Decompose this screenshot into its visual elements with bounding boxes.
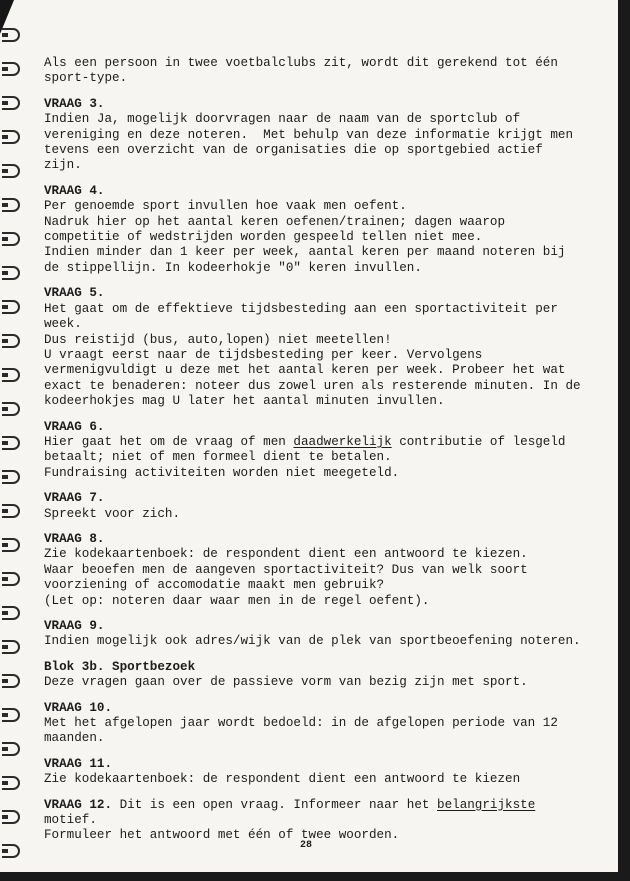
binding-ring bbox=[2, 538, 20, 552]
text-line: Indien mogelijk ook adres/wijk van de plek van sportbeoefening noteren. bbox=[44, 634, 581, 649]
text-line: competitie of wedstrijden worden gespeeld tellen niet mee. bbox=[44, 230, 483, 245]
text-line: Formuleer het antwoord met één of twee woorden. bbox=[44, 828, 400, 843]
text-line: sport-type. bbox=[44, 71, 128, 86]
binding-ring bbox=[2, 130, 20, 144]
section-vraag-8 bbox=[44, 532, 584, 609]
text-line: maanden. bbox=[44, 731, 105, 746]
binding-ring bbox=[2, 164, 20, 178]
binding-ring bbox=[2, 640, 20, 654]
binding-ring bbox=[2, 776, 20, 790]
section-vraag-9 bbox=[44, 619, 584, 650]
binding-ring bbox=[2, 844, 20, 858]
section-heading: VRAAG 10. bbox=[44, 700, 113, 715]
binding-ring bbox=[2, 402, 20, 416]
section-heading: Blok 3b. Sportbezoek bbox=[44, 659, 196, 674]
section-vraag-10 bbox=[44, 701, 584, 747]
text-line: U vraagt eerst naar de tijdsbesteding per keer. Vervolgens bbox=[44, 347, 483, 362]
text-line: Indien Ja, mogelijk doorvragen naar de naam van de sportclub of bbox=[44, 112, 521, 127]
section-heading: VRAAG 4. bbox=[44, 183, 105, 198]
section-heading: VRAAG 9. bbox=[44, 619, 105, 633]
text-line bbox=[44, 435, 584, 450]
text-line: vermenigvuldigt u deze met het aantal keren per week. Probeer het wat bbox=[44, 363, 566, 378]
binding-ring bbox=[2, 62, 20, 76]
section-heading: VRAAG 8. bbox=[44, 531, 105, 546]
text-line: week. bbox=[44, 317, 82, 332]
text-line: Spreekt voor zich. bbox=[44, 506, 181, 521]
emphasis-underlined: daadwerkelijk bbox=[293, 434, 392, 449]
text-line: de stippellijn. In kodeerhokje "0" keren invullen. bbox=[44, 260, 422, 275]
binding-ring bbox=[2, 198, 20, 212]
binding-ring bbox=[2, 96, 20, 110]
section-vraag-3 bbox=[44, 97, 584, 174]
binding-ring bbox=[2, 674, 20, 688]
text-line: Indien minder dan 1 keer per week, aantal keren per maand noteren bij bbox=[44, 245, 566, 260]
section-vraag-4 bbox=[44, 184, 584, 276]
binding-ring bbox=[2, 504, 20, 518]
binding-ring bbox=[2, 334, 20, 348]
text-line: Als een persoon in twee voetbalclubs zit, wordt dit gerekend tot één bbox=[44, 56, 558, 70]
text-line: (Let op: noteren daar waar men in de regel oefent). bbox=[44, 593, 430, 608]
binding-ring bbox=[2, 572, 20, 586]
text-line: voorziening of accomodatie maakt men gebruik? bbox=[44, 578, 385, 593]
text-line: Per genoemde sport invullen hoe vaak men oefent. bbox=[44, 199, 407, 214]
text-line: kodeerhokjes mag U later het aantal minuten invullen. bbox=[44, 394, 445, 409]
binding-ring bbox=[2, 28, 20, 42]
text-line: Zie kodekaartenboek: de respondent dient een antwoord te kiezen. bbox=[44, 547, 528, 562]
text-line: tevens een overzicht van de organisaties die op sportgebied actief bbox=[44, 143, 543, 158]
text-line: betaalt; niet of men formeel dient te betalen. bbox=[44, 450, 392, 465]
text-line: Waar beoefen men de aangeven sportactiviteit? Dus van welk soort bbox=[44, 562, 528, 577]
text-line: Deze vragen gaan over de passieve vorm van bezig zijn met sport. bbox=[44, 675, 528, 690]
text-fragment: Hier gaat het om de vraag of men bbox=[44, 434, 294, 449]
section-heading: VRAAG 7. bbox=[44, 491, 105, 506]
text-line: Het gaat om de effektieve tijdsbesteding aan een sportactiviteit per bbox=[44, 301, 558, 316]
section-heading: VRAAG 12. bbox=[44, 797, 113, 812]
section-vraag-12 bbox=[44, 798, 584, 844]
section-vraag-7 bbox=[44, 491, 584, 522]
binding-ring bbox=[2, 368, 20, 382]
binding-ring bbox=[2, 470, 20, 484]
section-vraag-11 bbox=[44, 757, 584, 788]
text-line: exact te benaderen: noteer dus zowel uren als resterende minuten. In de bbox=[44, 378, 581, 393]
text-line: motief. bbox=[44, 813, 97, 828]
section-heading: VRAAG 5. bbox=[44, 286, 105, 301]
text-line: zijn. bbox=[44, 158, 82, 173]
text-line: Nadruk hier op het aantal keren oefenen/trainen; dagen waarop bbox=[44, 214, 506, 229]
text-line bbox=[44, 798, 584, 813]
section-heading: VRAAG 3. bbox=[44, 96, 105, 111]
binding-ring bbox=[2, 606, 20, 620]
text-fragment: Dit is een open vraag. Informeer naar het bbox=[112, 797, 438, 812]
document-body bbox=[44, 56, 584, 854]
section-heading: VRAAG 6. bbox=[44, 419, 105, 434]
section-vraag-6 bbox=[44, 420, 584, 482]
text-line: vereniging en deze noteren. Met behulp van deze informatie krijgt men bbox=[44, 127, 574, 142]
binding-ring bbox=[2, 436, 20, 450]
binding-ring bbox=[2, 742, 20, 756]
spiral-binding bbox=[0, 28, 26, 868]
text-line: Zie kodekaartenboek: de respondent dient een antwoord te kiezen bbox=[44, 772, 521, 787]
binding-ring bbox=[2, 232, 20, 246]
text-line: Fundraising activiteiten worden niet meegeteld. bbox=[44, 465, 400, 480]
binding-ring bbox=[2, 708, 20, 722]
page-number: 28 bbox=[300, 840, 313, 851]
text-line: Dus reistijd (bus, auto,lopen) niet meetellen! bbox=[44, 332, 392, 347]
section-blok-3b bbox=[44, 660, 584, 691]
binding-ring bbox=[2, 266, 20, 280]
text-fragment: contributie of lesgeld bbox=[391, 434, 566, 449]
emphasis-underlined: belangrijkste bbox=[437, 797, 536, 812]
section-heading: VRAAG 11. bbox=[44, 756, 113, 771]
section-vraag-5 bbox=[44, 286, 584, 409]
text-line: Met het afgelopen jaar wordt bedoeld: in de afgelopen periode van 12 bbox=[44, 716, 558, 731]
intro-paragraph bbox=[44, 56, 584, 87]
binding-ring bbox=[2, 300, 20, 314]
binding-ring bbox=[2, 810, 20, 824]
